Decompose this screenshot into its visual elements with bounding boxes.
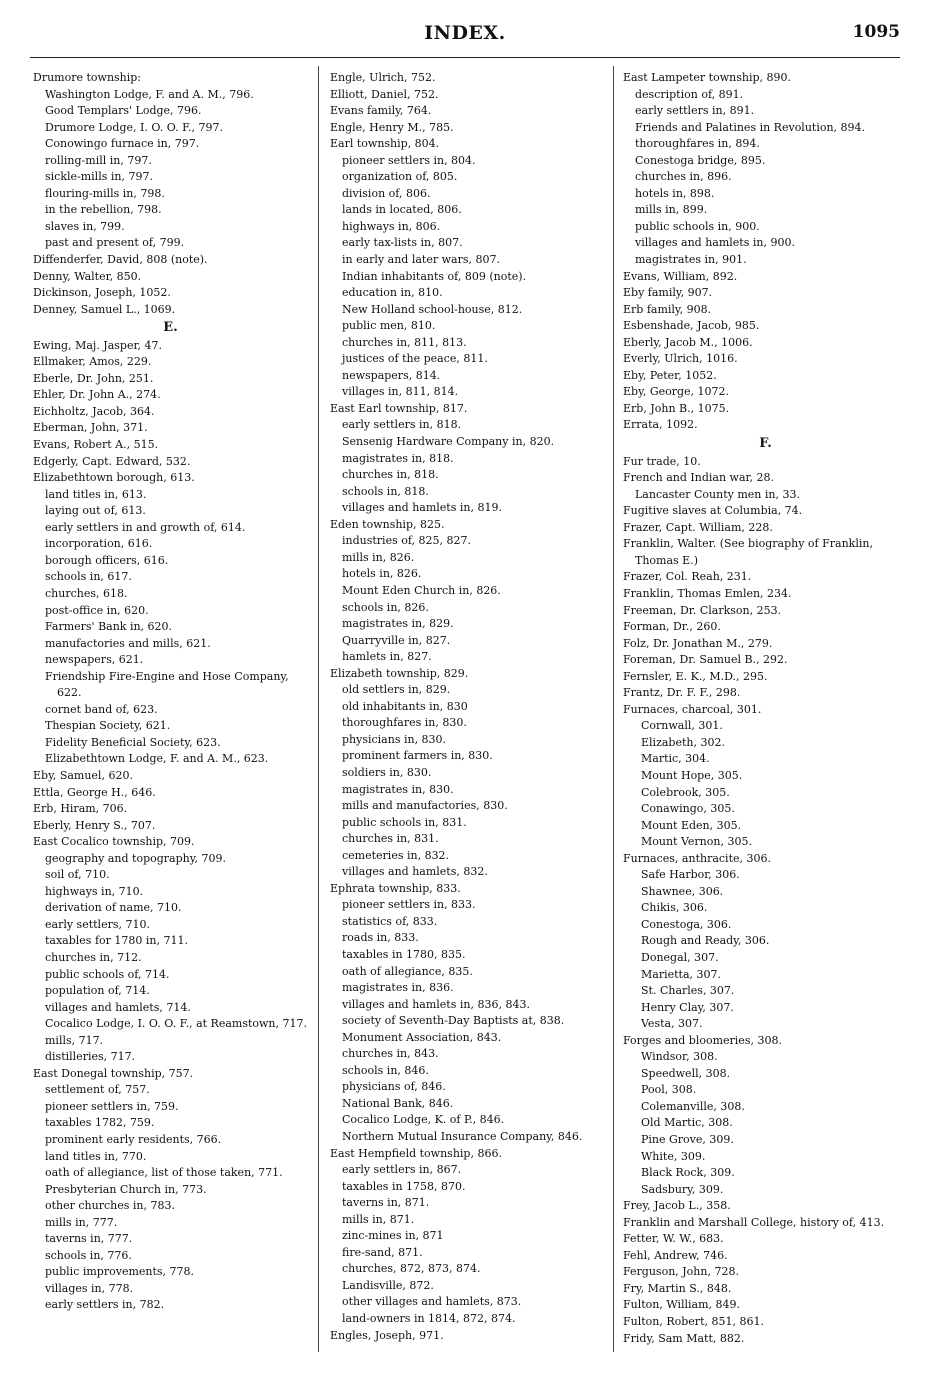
index-subentry: Colebrook, 305. <box>641 785 730 799</box>
index-subentry: churches, 872, 873, 874. <box>342 1262 481 1276</box>
index-subentry: pioneer settlers in, 759. <box>45 1099 179 1113</box>
index-entry: East Cocalico township, 709. <box>33 835 195 849</box>
index-entry: Erb, John B., 1075. <box>623 401 730 415</box>
index-subentry: Fidelity Beneficial Society, 623. <box>45 735 221 749</box>
index-entry: Evans, Robert A., 515. <box>33 438 159 452</box>
index-subentry: Mount Vernon, 305. <box>641 835 752 849</box>
index-entry: Ehler, Dr. John A., 274. <box>33 388 161 402</box>
section-letter: F. <box>759 436 772 452</box>
index-subentry: Chikis, 306. <box>641 901 708 915</box>
index-subentry: schools in, 826. <box>342 600 429 614</box>
index-entry: French and Indian war, 28. <box>623 471 775 485</box>
index-entry: East Donegal township, 757. <box>33 1066 194 1080</box>
index-entry: Earl township, 804. <box>330 137 440 151</box>
index-subentry: churches in, 811, 813. <box>342 335 467 349</box>
index-subentry: taverns in, 871. <box>342 1196 430 1210</box>
index-subentry: Conestoga, 306. <box>641 917 732 931</box>
index-entry: Frantz, Dr. F. F., 298. <box>623 686 741 700</box>
index-subentry: Presbyterian Church in, 773. <box>45 1182 207 1196</box>
index-subentry: hamlets in, 827. <box>342 650 432 664</box>
index-subentry: physicians of, 846. <box>342 1080 446 1094</box>
index-subentry: cornet band of, 623. <box>45 702 158 716</box>
index-subentry: villages in, 778. <box>45 1281 134 1295</box>
index-entry: Fehl, Andrew, 746. <box>623 1248 728 1262</box>
index-subentry: public improvements, 778. <box>45 1265 195 1279</box>
page-number: 1095 <box>852 22 900 42</box>
index-subentry: Black Rock, 309. <box>641 1166 735 1180</box>
index-subentry: churches in, 818. <box>342 468 439 482</box>
index-entry: Diffenderfer, David, 808 (note). <box>33 253 208 267</box>
index-entry: Engle, Henry M., 785. <box>330 120 454 134</box>
index-entry: Eby, Peter, 1052. <box>623 368 717 382</box>
index-subentry: schools in, 846. <box>342 1063 429 1077</box>
index-subentry: early tax-lists in, 807. <box>342 236 463 250</box>
index-subentry: land titles in, 770. <box>45 1149 147 1163</box>
index-subentry: Speedwell, 308. <box>641 1066 731 1080</box>
header-rule <box>30 57 900 58</box>
index-subentry: Farmers' Bank in, 620. <box>45 620 173 634</box>
index-entry: Foreman, Dr. Samuel B., 292. <box>623 653 788 667</box>
index-entry: Ewing, Maj. Jasper, 47. <box>33 338 163 352</box>
index-subentry: churches, 618. <box>45 586 128 600</box>
index-subentry: flouring-mills in, 798. <box>45 186 165 200</box>
index-subentry: geography and topography, 709. <box>45 851 226 865</box>
index-subentry: newspapers, 814. <box>342 368 441 382</box>
index-subentry: Conestoga bridge, 895. <box>635 153 766 167</box>
index-entry: Ellmaker, Amos, 229. <box>33 355 152 369</box>
index-subentry: other villages and hamlets, 873. <box>342 1295 522 1309</box>
index-subentry: magistrates in, 818. <box>342 451 454 465</box>
index-subentry: public schools of, 714. <box>45 967 170 981</box>
index-subentry: mills, 717. <box>45 1033 104 1047</box>
index-subentry: old inhabitants in, 830 <box>342 699 468 713</box>
index-subentry: taxables in 1780, 835. <box>342 947 466 961</box>
index-subentry: Northern Mutual Insurance Company, 846. <box>342 1130 583 1143</box>
index-subentry: prominent farmers in, 830. <box>342 749 493 763</box>
index-subentry: laying out of, 613. <box>45 504 146 518</box>
index-subentry: Elizabethtown Lodge, F. and A. M., 623. <box>45 752 269 766</box>
index-entry: Elizabethtown borough, 613. <box>33 471 195 485</box>
index-subentry: oath of allegiance, list of those taken, 771. <box>45 1166 283 1180</box>
index-subentry: taxables 1782, 759. <box>45 1116 155 1130</box>
index-subentry: magistrates in, 836. <box>342 981 454 995</box>
section-letter: E. <box>163 320 178 336</box>
index-entry: Frazer, Col. Reah, 231. <box>623 570 752 584</box>
index-subentry: Mount Eden Church in, 826. <box>342 583 501 597</box>
index-subentry: mills and manufactories, 830. <box>342 799 508 813</box>
index-subentry: mills in, 899. <box>635 203 708 217</box>
index-subentry: oath of allegiance, 835. <box>342 964 473 978</box>
index-subentry: taxables in 1758, 870. <box>342 1179 466 1193</box>
index-subentry: hotels in, 898. <box>635 186 715 200</box>
index-subentry: churches in, 712. <box>45 950 142 964</box>
index-entry: Eden township, 825. <box>330 517 445 531</box>
index-subentry: churches in, 896. <box>635 170 732 184</box>
index-subentry: villages and hamlets in, 819. <box>342 501 502 515</box>
index-subentry: villages and hamlets in, 900. <box>635 236 795 250</box>
index-entry: Fetter, W. W., 683. <box>623 1232 724 1246</box>
index-entry: Evans family, 764. <box>330 104 432 118</box>
index-entry: Fry, Martin S., 848. <box>623 1281 732 1295</box>
index-subentry: early settlers in, 891. <box>635 104 755 118</box>
index-subentry: National Bank, 846. <box>342 1096 454 1110</box>
index-subentry: rolling-mill in, 797. <box>45 153 152 167</box>
index-subentry: Good Templars' Lodge, 796. <box>45 104 202 118</box>
index-entry: Drumore township: <box>33 71 142 84</box>
index-entry: Eberle, Dr. John, 251. <box>33 371 154 385</box>
index-subentry: fire-sand, 871. <box>342 1245 423 1259</box>
index-entry: Evans, William, 892. <box>623 269 738 283</box>
index-subentry: hotels in, 826. <box>342 567 422 581</box>
index-subentry: description of, 891. <box>635 87 744 101</box>
index-entry: Denney, Samuel L., 1069. <box>33 302 176 316</box>
index-subentry: soil of, 710. <box>45 868 110 882</box>
index-subentry: derivation of name, 710. <box>45 901 182 915</box>
index-entry: Eby family, 907. <box>623 286 713 300</box>
index-subentry: early settlers in and growth of, 614. <box>45 520 246 534</box>
index-subentry: society of Seventh-Day Baptists at, 838. <box>342 1014 565 1028</box>
column-divider-1 <box>318 66 319 1352</box>
index-subentry: Rough and Ready, 306. <box>641 934 770 948</box>
index-entry: Elizabeth township, 829. <box>330 666 469 680</box>
index-subentry: early settlers in, 818. <box>342 418 462 432</box>
index-subentry: newspapers, 621. <box>45 653 144 667</box>
index-subentry: statistics of, 833. <box>342 914 438 928</box>
index-subentry: New Holland school-house, 812. <box>342 302 523 316</box>
index-subentry: slaves in, 799. <box>45 219 125 233</box>
index-entry: Errata, 1092. <box>623 418 698 432</box>
index-subentry: post-office in, 620. <box>45 603 149 617</box>
index-entry: Eberman, John, 371. <box>33 421 148 435</box>
index-subentry: Washington Lodge, F. and A. M., 796. <box>45 87 254 101</box>
index-entry: Fridy, Sam Matt, 882. <box>623 1331 745 1345</box>
index-subentry: villages and hamlets, 714. <box>45 1000 191 1014</box>
index-subentry: Cocalico Lodge, K. of P., 846. <box>342 1113 505 1127</box>
index-subentry: villages in, 811, 814. <box>342 385 459 399</box>
index-subentry: Friendship Fire-Engine and Hose Company, 622. <box>45 669 289 700</box>
index-subentry: Old Martic, 308. <box>641 1116 733 1130</box>
index-subentry: distilleries, 717. <box>45 1050 136 1064</box>
index-subentry: Thespian Society, 621. <box>45 719 171 733</box>
index-subentry: early settlers, 710. <box>45 917 150 931</box>
index-entry: Fugitive slaves at Columbia, 74. <box>623 504 803 518</box>
index-subentry: Windsor, 308. <box>641 1050 718 1064</box>
index-entry: Ephrata township, 833. <box>330 881 461 895</box>
index-subentry: pioneer settlers in, 804. <box>342 153 476 167</box>
index-entry: Franklin, Walter. (See biography of Franklin, Thomas E.) <box>623 537 873 567</box>
index-subentry: Mount Hope, 305. <box>641 768 743 782</box>
index-subentry: justices of the peace, 811. <box>342 352 488 366</box>
index-subentry: industries of, 825, 827. <box>342 534 471 548</box>
index-subentry: churches in, 843. <box>342 1047 439 1061</box>
index-subentry: old settlers in, 829. <box>342 683 451 697</box>
index-subentry: Martic, 304. <box>641 752 710 766</box>
index-subentry: in the rebellion, 798. <box>45 203 162 217</box>
index-entry: Everly, Ulrich, 1016. <box>623 352 738 366</box>
index-subentry: land-owners in 1814, 872, 874. <box>342 1312 516 1326</box>
index-subentry: Marietta, 307. <box>641 967 721 981</box>
index-entry: Eby, George, 1072. <box>623 385 730 399</box>
index-subentry: Shawnee, 306. <box>641 884 724 898</box>
index-subentry: public men, 810. <box>342 319 436 333</box>
index-subentry: thoroughfares in, 894. <box>635 137 760 151</box>
index-subentry: churches in, 831. <box>342 832 439 846</box>
index-subentry: manufactories and mills, 621. <box>45 636 211 650</box>
index-subentry: education in, 810. <box>342 286 443 300</box>
index-entry: Forges and bloomeries, 308. <box>623 1033 782 1047</box>
index-subentry: Sadsbury, 309. <box>641 1182 724 1196</box>
index-entry: Frazer, Capt. William, 228. <box>623 520 773 534</box>
index-entry: Elliott, Daniel, 752. <box>330 87 439 101</box>
index-subentry: schools in, 776. <box>45 1248 132 1262</box>
index-entry: Freeman, Dr. Clarkson, 253. <box>623 603 782 617</box>
index-entry: Erb, Hiram, 706. <box>33 802 128 816</box>
index-entry: Eby, Samuel, 620. <box>33 768 133 782</box>
index-subentry: settlement of, 757. <box>45 1083 150 1097</box>
index-entry: Eberly, Henry S., 707. <box>33 818 156 832</box>
index-entry: Franklin, Thomas Emlen, 234. <box>623 586 792 600</box>
index-subentry: schools in, 617. <box>45 570 132 584</box>
index-entry: Ettla, George H., 646. <box>33 785 156 799</box>
index-subentry: soldiers in, 830. <box>342 765 432 779</box>
index-subentry: White, 309. <box>641 1149 706 1163</box>
index-subentry: St. Charles, 307. <box>641 984 735 998</box>
index-subentry: early settlers in, 782. <box>45 1298 165 1312</box>
index-entry: Ferguson, John, 728. <box>623 1265 739 1279</box>
index-subentry: pioneer settlers in, 833. <box>342 898 476 912</box>
index-subentry: population of, 714. <box>45 984 150 998</box>
index-entry: Frey, Jacob L., 358. <box>623 1199 731 1213</box>
index-entry: East Lampeter township, 890. <box>623 71 791 84</box>
index-subentry: villages and hamlets, 832. <box>342 865 488 879</box>
index-subentry: Conawingo, 305. <box>641 802 735 816</box>
index-subentry: schools in, 818. <box>342 484 429 498</box>
index-subentry: Indian inhabitants of, 809 (note). <box>342 269 527 283</box>
index-column-2 <box>330 70 610 1344</box>
index-subentry: Quarryville in, 827. <box>342 633 451 647</box>
index-subentry: public schools in, 900. <box>635 219 760 233</box>
index-subentry: Henry Clay, 307. <box>641 1000 734 1014</box>
index-subentry: Landisville, 872. <box>342 1278 434 1292</box>
index-subentry: magistrates in, 901. <box>635 253 747 267</box>
index-subentry: sickle-mills in, 797. <box>45 170 153 184</box>
index-subentry: roads in, 833. <box>342 931 419 945</box>
index-entry: Franklin and Marshall College, history of, 413. <box>623 1215 885 1229</box>
index-entry: East Earl township, 817. <box>330 401 468 415</box>
index-subentry: public schools in, 831. <box>342 815 467 829</box>
index-column-3 <box>623 70 908 1347</box>
index-subentry: Mount Eden, 305. <box>641 818 742 832</box>
index-subentry: zinc-mines in, 871 <box>342 1229 444 1243</box>
index-entry: Eichholtz, Jacob, 364. <box>33 404 155 418</box>
index-entry: Fulton, William, 849. <box>623 1298 741 1312</box>
index-subentry: lands in located, 806. <box>342 203 462 217</box>
index-subentry: prominent early residents, 766. <box>45 1133 222 1146</box>
index-subentry: Vesta, 307. <box>641 1017 703 1031</box>
index-subentry: Cornwall, 301. <box>641 719 723 733</box>
index-subentry: Sensenig Hardware Company in, 820. <box>342 435 555 449</box>
index-entry: East Hempfield township, 866. <box>330 1146 502 1160</box>
index-subentry: incorporation, 616. <box>45 537 153 551</box>
index-subentry: Conowingo furnace in, 797. <box>45 137 200 151</box>
index-subentry: Colemanville, 308. <box>641 1099 745 1113</box>
index-entry: Esbenshade, Jacob, 985. <box>623 319 760 333</box>
index-subentry: taxables for 1780 in, 711. <box>45 934 188 948</box>
index-entry: Engles, Joseph, 971. <box>330 1328 444 1342</box>
index-subentry: Cocalico Lodge, I. O. O. F., at Reamstown, 717. <box>45 1017 307 1031</box>
column-divider-2 <box>613 66 614 1352</box>
index-subentry: magistrates in, 830. <box>342 782 454 796</box>
index-entry: Edgerly, Capt. Edward, 532. <box>33 454 191 468</box>
index-subentry: mills in, 871. <box>342 1212 415 1226</box>
index-subentry: borough officers, 616. <box>45 553 169 567</box>
index-subentry: division of, 806. <box>342 186 431 200</box>
page-header <box>30 20 900 56</box>
index-subentry: mills in, 777. <box>45 1215 118 1229</box>
index-subentry: organization of, 805. <box>342 170 458 184</box>
index-entry: Dickinson, Joseph, 1052. <box>33 286 171 300</box>
index-entry: Denny, Walter, 850. <box>33 269 142 283</box>
index-entry: Forman, Dr., 260. <box>623 620 721 634</box>
index-subentry: past and present of, 799. <box>45 236 185 250</box>
index-subentry: Elizabeth, 302. <box>641 735 725 749</box>
index-entry: Folz, Dr. Jonathan M., 279. <box>623 636 773 650</box>
index-subentry: Pine Grove, 309. <box>641 1133 734 1146</box>
index-subentry: other churches in, 783. <box>45 1199 175 1213</box>
index-subentry: in early and later wars, 807. <box>342 253 500 267</box>
index-subentry: taverns in, 777. <box>45 1232 133 1246</box>
page-title: INDEX. <box>424 22 506 44</box>
index-entry: Furnaces, charcoal, 301. <box>623 702 762 716</box>
index-subentry: physicians in, 830. <box>342 732 447 746</box>
index-entry: Engle, Ulrich, 752. <box>330 71 436 84</box>
index-subentry: highways in, 806. <box>342 219 441 233</box>
index-subentry: cemeteries in, 832. <box>342 848 450 862</box>
index-entry: Furnaces, anthracite, 306. <box>623 851 771 865</box>
index-subentry: Lancaster County men in, 33. <box>635 487 800 501</box>
index-subentry: magistrates in, 829. <box>342 617 454 631</box>
index-entry: Fulton, Robert, 851, 861. <box>623 1315 764 1329</box>
index-subentry: Friends and Palatines in Revolution, 894. <box>635 120 866 134</box>
index-subentry: Monument Association, 843. <box>342 1030 502 1044</box>
index-entry: Eberly, Jacob M., 1006. <box>623 335 753 349</box>
index-subentry: mills in, 826. <box>342 550 415 564</box>
index-entry: Fernsler, E. K., M.D., 295. <box>623 669 768 683</box>
index-subentry: early settlers in, 867. <box>342 1163 462 1177</box>
index-subentry: highways in, 710. <box>45 884 144 898</box>
index-subentry: land titles in, 613. <box>45 487 147 501</box>
index-subentry: Pool, 308. <box>641 1083 697 1097</box>
index-entry: Fur trade, 10. <box>623 454 701 468</box>
index-subentry: thoroughfares in, 830. <box>342 716 467 730</box>
index-subentry: villages and hamlets in, 836, 843. <box>342 997 530 1011</box>
index-column-1 <box>33 70 308 1314</box>
index-subentry: Safe Harbor, 306. <box>641 868 740 882</box>
index-subentry: Drumore Lodge, I. O. O. F., 797. <box>45 120 223 134</box>
index-subentry: Donegal, 307. <box>641 950 719 964</box>
index-entry: Erb family, 908. <box>623 302 712 316</box>
